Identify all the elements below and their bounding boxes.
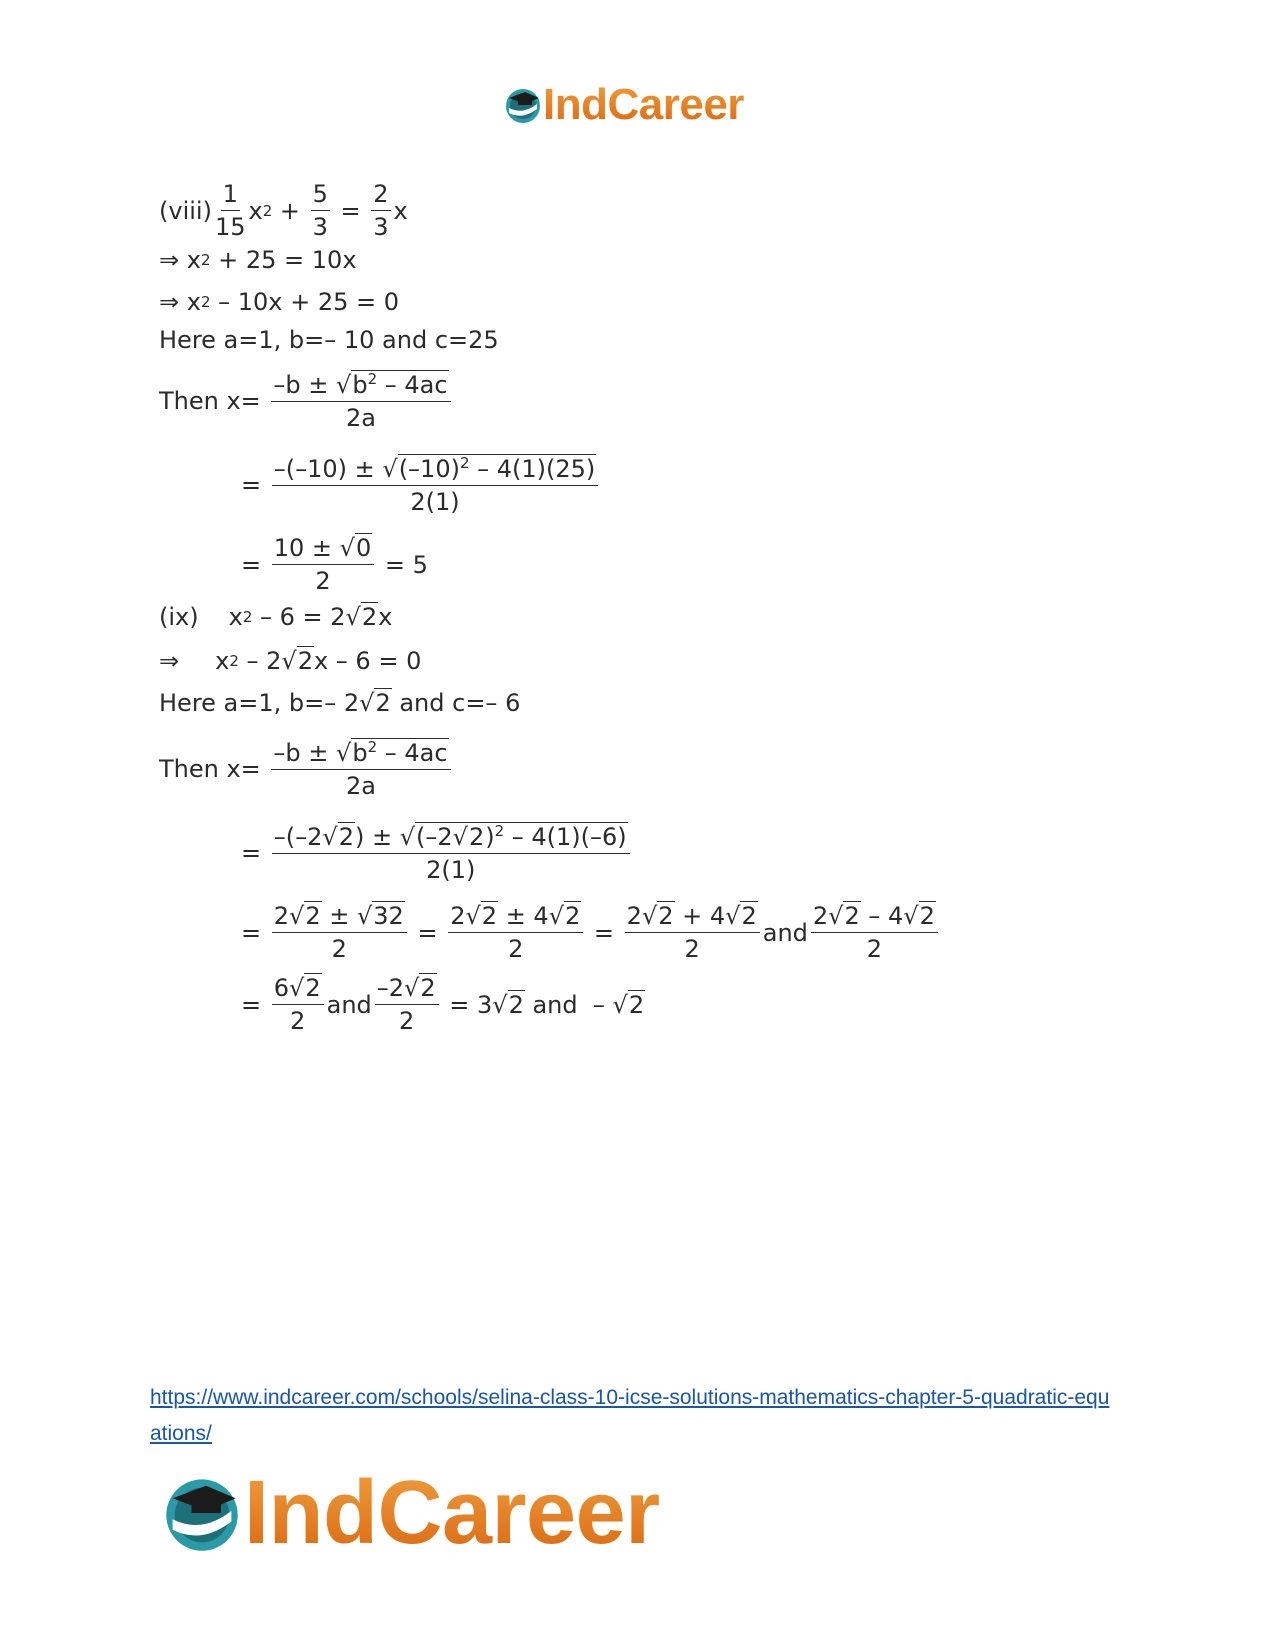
graduation-cap-icon [160, 1471, 244, 1555]
ix-quadratic-formula: Then x= $\frac{-b \pm √b^2 - 4ac}{2a}$ [159, 738, 454, 800]
viii-quadratic-formula: Then x= $\frac{-b \pm √b^2 - 4ac}{2a}$ [159, 370, 454, 432]
header-logo [503, 80, 744, 130]
viii-step-2: ⇒ x 2 – 10x + 25 = 0 [159, 288, 400, 316]
source-url-link[interactable]: https://www.indcareer.com/schools/selina-class-10-icse-solutions-mathematics-chapter-5-quadratic-equations/ [150, 1386, 1110, 1445]
viii-substitution: = $\frac{-(-10) \pm √(-10)^2 - 4(1)(25)}{2(1)}$ [241, 454, 601, 516]
ix-step-1: ⇒ x 2 – 2 √ 2 x – 6 = 0 [159, 646, 422, 675]
footer-logo [160, 1462, 660, 1563]
ix-result: = $\frac{6√2}{2}$ and $\frac{-2√2}{2}$ = 3 √ 2 and – √ 2 [241, 974, 645, 1035]
ix-substitution: = $\frac{-(-2√2) \pm √(-2√2)^2 - 4(1)(-6)}{2(1)}$ [241, 822, 633, 884]
viii-coefficients: Here a=1, b=– 10 and c=25 [159, 326, 499, 354]
ix-coefficients: Here a=1, b=– 2 √ 2 and c=– 6 [159, 688, 521, 717]
logo-wordmark: IndCareer [543, 80, 744, 129]
viii-result: = $\frac{10 \pm √0}{2}$ = 5 [241, 534, 428, 595]
problem-ix-statement: (ix) x 2 – 6 = 2 √ 2 x [159, 602, 393, 631]
ix-simplification: = $\frac{2√2 \pm √32}{2}$ = $\frac{2√2 \pm 4√2}{2}$ = $\frac{2√2 + 4√2}{2}$ and $\frac{2√2 - 4√2}{2}$ [241, 902, 941, 963]
graduation-cap-icon [503, 85, 543, 125]
problem-viii-statement: (viii) $\frac{1}{15}$ x 2 + $\frac{5}{3}$ = $\frac{2}{3}$ x [159, 180, 408, 241]
logo-wordmark: IndCareer [244, 1462, 660, 1563]
viii-step-1: ⇒ x 2 + 25 = 10x [159, 246, 357, 274]
